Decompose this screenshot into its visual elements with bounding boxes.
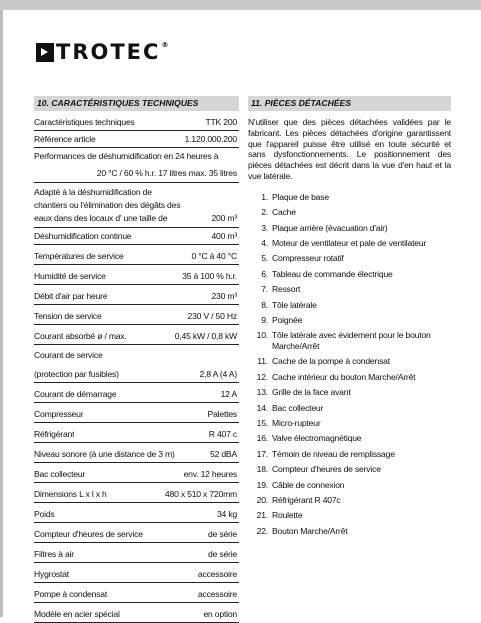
spec-row: Tension de service 230 V / 50 Hz xyxy=(34,305,239,325)
list-item: 8. Tôle latérale xyxy=(261,299,317,310)
spec-row: Débit d'air par heure 230 m³ xyxy=(34,285,239,305)
list-item: 5. Compresseur rotatif xyxy=(261,253,344,264)
list-item: 4. Moteur de ventilateur et pale de ventilateur xyxy=(261,237,427,248)
spare-parts-section xyxy=(248,96,451,541)
spec-row: Courant de démarrage 12 A xyxy=(34,383,239,403)
spec-row: Hygrostat accessoire xyxy=(34,563,239,583)
list-item: 16. Valve électromagnétique xyxy=(256,433,362,444)
list-item: 13. Grille de la face avant xyxy=(256,387,351,398)
logo-text: TROTEC® xyxy=(56,39,171,64)
spec-row: Compresseur Palettes xyxy=(34,403,239,423)
list-item: 21. Roulette xyxy=(256,510,303,521)
list-item: 20. Réfrigérant R 407c xyxy=(256,495,341,505)
spec-row: Bac collecteur env. 12 heures xyxy=(34,463,239,483)
list-item: 2. Cache xyxy=(261,207,296,218)
spec-row-dehumidification: Performances de déshumidification en 24 heures à 20 °C / 60 % h.r. 17 litres max. 35 litres xyxy=(34,148,239,183)
list-item: 18. Compteur d'heures de service xyxy=(256,464,381,475)
spare-parts-list xyxy=(248,192,451,537)
spec-row: Courant absorbé ø / max. 0,45 kW / 0,8 kW xyxy=(34,325,239,345)
spec-row: Dimensions L x l x h 480 x 510 x 720mm xyxy=(34,483,239,503)
spec-row: Référence article 1.120.000.200 xyxy=(34,131,239,148)
spec-row: Poids 34 kg xyxy=(34,503,239,523)
list-item: 3. Plaque arrière (évacuation d'air) xyxy=(261,222,388,233)
spec-row: Modèle en acier spécial en option xyxy=(34,603,239,623)
tech-specs-heading: 10. CARACTÉRISTIQUES TECHNIQUES xyxy=(34,96,239,111)
spec-row: Humidité de service 35 à 100 % h.r. xyxy=(34,265,239,285)
spare-parts-intro: N'utiliser que des pièces détachées validées par le fabricant. Les pièces détachées d'origine garantissent que l'appareil puisse être utilisé en toute sécurité et sans dysfonctionnements. Le positionnement des pièces détachées est décrit dans la vue d'en haut et la vue latérale. xyxy=(248,117,451,181)
spec-row: Déshumidification continue 400 m³ xyxy=(34,228,239,245)
list-item: 10. Tôle latérale avec évidement pour le bouton Marche/Arrêt xyxy=(256,330,431,352)
spec-row-service-current: Courant de service (protection par fusibles) 2,8 A (4 A) xyxy=(34,345,239,383)
logo-arrow-icon xyxy=(36,43,54,62)
spec-row: Caractéristiques techniques TTK 200 xyxy=(34,114,239,131)
list-item: 15. Micro-rupteur xyxy=(256,418,321,429)
list-item: 11. Cache de la pompe à condensat xyxy=(257,356,390,367)
spec-row: Réfrigérant R 407 c xyxy=(34,423,239,443)
list-item: 12. Cache intérieur du bouton Marche/Arrêt xyxy=(256,371,416,382)
spec-row: Pompe à condensat accessoire xyxy=(34,583,239,603)
spec-row: Températures de service 0 °C à 40 °C xyxy=(34,245,239,265)
page-left-border xyxy=(0,10,3,617)
spec-row: Filtres à air de série xyxy=(34,543,239,563)
trotec-logo xyxy=(36,40,170,64)
spare-parts-heading: 11. PIÈCES DÉTACHÉES xyxy=(248,96,451,111)
spec-row-adapted: Adapté à la déshumidification de chantiers ou l'élimination des dégâts des eaux dans des locaux d' une taille de 200 m³ xyxy=(34,183,239,228)
page-top-border xyxy=(0,0,481,10)
list-item: 19. Câble de connexion xyxy=(256,479,345,490)
list-item: 14. Bac collecteur xyxy=(256,402,324,413)
list-item: 17. Témoin de niveau de remplissage xyxy=(256,448,395,459)
list-item: 7. Ressort xyxy=(261,284,301,295)
list-item: 1. Plaque de base xyxy=(261,191,329,202)
list-item: 6. Tableau de commande électrique xyxy=(261,268,393,279)
list-item: 22. Bouton Marche/Arrêt xyxy=(256,525,348,536)
tech-specs-section xyxy=(34,96,239,623)
spec-row: Niveau sonore (à une distance de 3 m) 52 dBA xyxy=(34,443,239,463)
list-item: 9. Poignée xyxy=(261,314,303,325)
spec-row: Compteur d'heures de service de série xyxy=(34,523,239,543)
